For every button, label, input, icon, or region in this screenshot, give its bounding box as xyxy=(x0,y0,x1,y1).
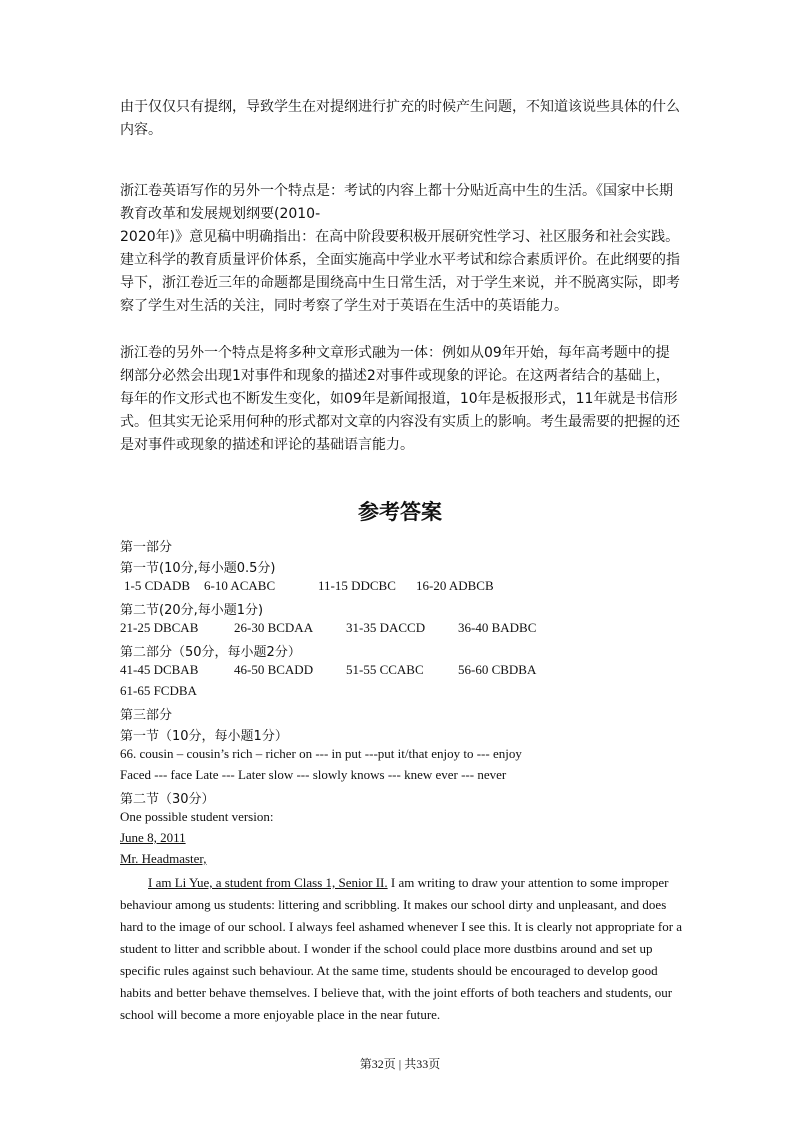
part1-heading: 第一部分 xyxy=(120,540,173,555)
answer-group: 6-10 ACABC xyxy=(204,578,276,593)
answer-group: 51-55 CCABC xyxy=(346,662,424,677)
section1-answers-row xyxy=(120,578,680,596)
answers-title: 参考答案 xyxy=(358,500,442,524)
page-footer: 第32页 | 共33页 xyxy=(359,1057,441,1071)
paragraph-3: 浙江卷的另外一个特点是将多种文章形式融为一体：例如从09年开始，每年高考题中的提纲部分必然会出现1对事件和现象的描述2对事件或现象的评论。在这两者结合的基础上，每年的作文形式也不断发生变化，如09年是新闻报道，10年是板报形式，11年就是书信形式。但其实无论采用何种的形式都对文章的内容没有实质上的影响。考生最需要的把握的还是对事件或现象的描述和评论的基础语言能力。 xyxy=(120,345,680,453)
answer-group: 1-5 CDADB xyxy=(124,578,191,593)
letter-body-text: I am writing to draw your attention to some improper behaviour among us students: littering and scribbling. It makes our school dirty and unpleasant, and does hard to the image of our school. I always feel ashamed whenever I see this. It is clearly not appropriate for a student to litter and scribble about. I wonder if the school could place more dustbins around and set up specific rules against such behaviour. At the same time, students should be encouraged to develop good habits and better behave themselves. I believe that, with the joint efforts of both teachers and students, our school will become a more enjoyable place in the near future. xyxy=(120,875,683,1022)
letter-body xyxy=(120,872,684,1026)
cloze-answers-line-2: Faced --- face Late --- Later slow --- slowly knows --- knew ever --- never xyxy=(120,767,507,782)
answer-group: 11-15 DDCBC xyxy=(318,578,396,593)
answer-group: 36-40 BADBC xyxy=(458,620,537,635)
part2-last-answers: 61-65 FCDBA xyxy=(120,683,197,698)
version-label: One possible student version: xyxy=(120,809,274,824)
answer-group: 16-20 ADBCB xyxy=(416,578,494,593)
answer-group: 26-30 BCDAA xyxy=(234,620,314,635)
part3-section1-heading: 第一节（10分，每小题1分） xyxy=(120,729,288,744)
letter-salutation: Mr. Headmaster, xyxy=(120,851,207,866)
section2-heading: 第二节(20分,每小题1分) xyxy=(120,603,264,618)
part3-section2-heading: 第二节（30分） xyxy=(120,792,215,807)
section2-answers-row xyxy=(120,620,680,638)
answer-group: 31-35 DACCD xyxy=(346,620,426,635)
paragraph-2 xyxy=(120,180,680,318)
paragraph-2-rest: 2020年)》意见稿中明确指出：在高中阶段要积极开展研究性学习、社区服务和社会实践。建立科学的教育质量评价体系，全面实施高中学业水平考试和综合素质评价。在此纲要的指导下，浙江卷近三年的命题都是围绕高中生日常生活，对于学生来说，并不脱离实际，即考察了学生对生活的关注，同时考察了学生对于英语在生活中的英语能力。 xyxy=(120,229,680,314)
intro-paragraph: 由于仅仅只有提纲，导致学生在对提纲进行扩充的时候产生问题，不知道该说些具体的什么内容。 xyxy=(120,99,680,138)
part3-heading: 第三部分 xyxy=(120,708,173,723)
cloze-answers-line-1: 66. cousin – cousin’s rich – richer on --- in put ---put it/that enjoy to --- enjoy xyxy=(120,746,522,761)
answer-group: 56-60 CBDBA xyxy=(458,662,537,677)
paragraph-2-line-1: 浙江卷英语写作的另外一个特点是：考试的内容上都十分贴近高中生的生活。《国家中长期教育改革和发展规划纲要(2010- xyxy=(120,183,673,222)
part2-answers-row xyxy=(120,662,680,680)
part2-heading: 第二部分（50分，每小题2分） xyxy=(120,645,301,660)
letter-date: June 8, 2011 xyxy=(120,830,186,845)
section1-heading: 第一节(10分,每小题0.5分) xyxy=(120,561,276,576)
letter-intro: I am Li Yue, a student from Class 1, Senior II. xyxy=(148,875,388,890)
answer-group: 21-25 DBCAB xyxy=(120,620,199,635)
answer-group: 46-50 BCADD xyxy=(234,662,314,677)
answer-group: 41-45 DCBAB xyxy=(120,662,199,677)
